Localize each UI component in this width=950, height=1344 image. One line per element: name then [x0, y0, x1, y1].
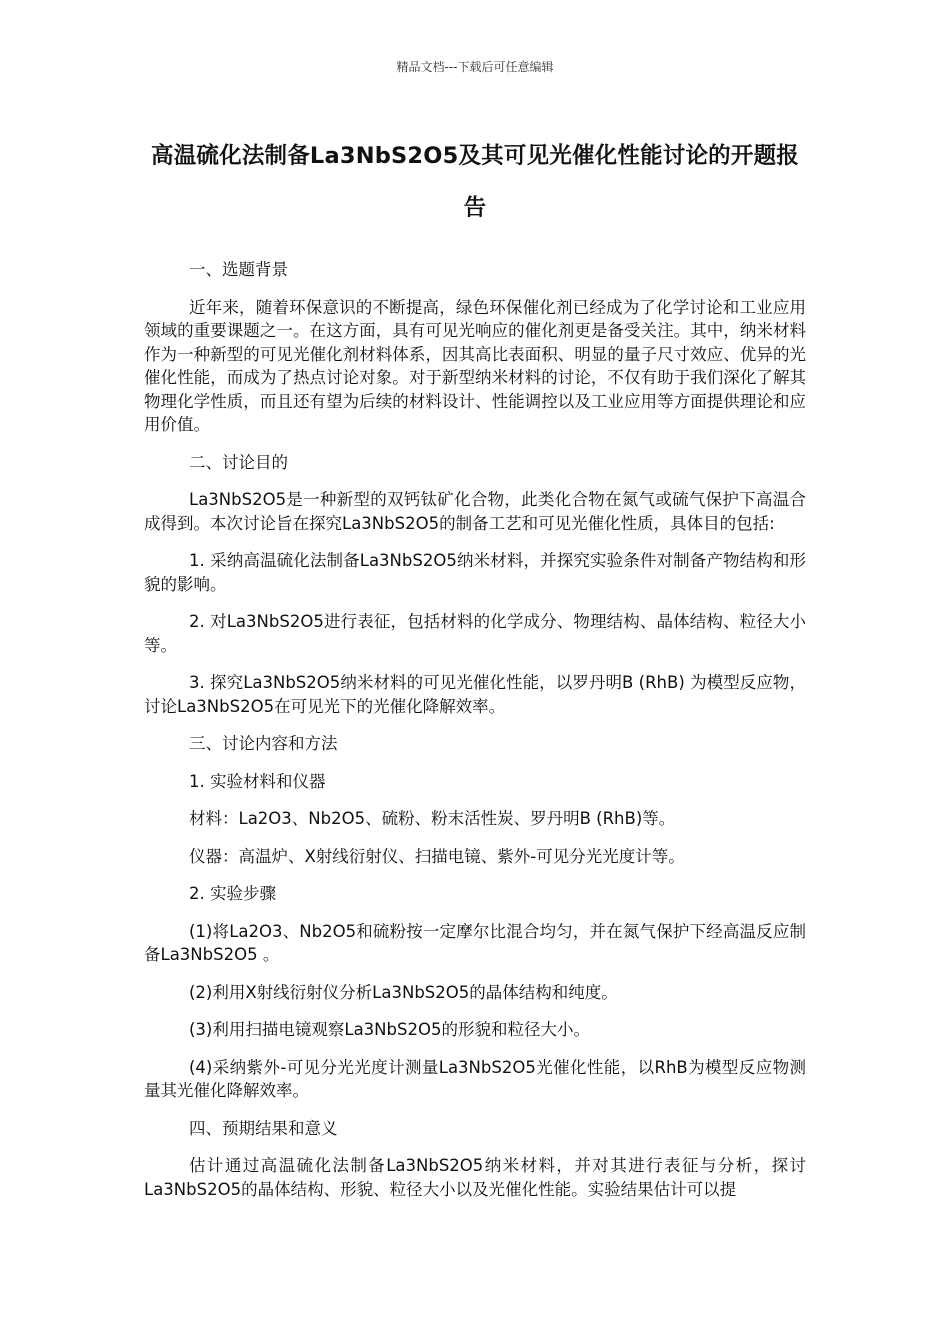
step-3: (3)利用扫描电镜观察La3NbS2O5的形貌和粒径大小。 — [189, 1020, 590, 1039]
document-title: 高温硫化法制备La3NbS2O5及其可见光催化性能讨论的开题报告 — [151, 143, 799, 221]
step-1: (1)将La2O3、Nb2O5和硫粉按一定摩尔比混合均匀，并在氮气保护下经高温反应制备La3NbS2O5 。 — [144, 921, 806, 964]
instruments-line: 仪器：高温炉、X射线衍射仪、扫描电镜、紫外-可见分光光度计等。 — [189, 846, 685, 866]
section-heading-background: 一、选题背景 — [189, 260, 288, 279]
purpose-item-1: 1. 采纳高温硫化法制备La3NbS2O5纳米材料，并探究实验条件对制备产物结构和形貌的影响。 — [144, 551, 806, 594]
materials-line: 材料：La2O3、Nb2O5、硫粉、粉末活性炭、罗丹明B (RhB)等。 — [189, 809, 676, 828]
section-heading-methods: 三、讨论内容和方法 — [189, 734, 338, 753]
header-note: 精品文档---下载后可任意编辑 — [396, 60, 554, 74]
paragraph-background: 近年来，随着环保意识的不断提高，绿色环保催化剂已经成为了化学讨论和工业应用领域的重要课题之一。在这方面，具有可见光响应的催化剂更是备受关注。其中，纳米材料作为一种新型的可见光催化剂材料体系，因其高比表面积、明显的量子尺寸效应、优异的光催化性能，而成为了热点讨论对象。对于新型纳米材料的讨论，不仅有助于我们深化了解其物理化学性质，而且还有望为后续的材料设计、性能调控以及工业应用等方面提供理论和应用价值。 — [144, 297, 806, 434]
subheading-steps: 2. 实验步骤 — [189, 884, 276, 903]
section-heading-expected: 四、预期结果和意义 — [189, 1118, 338, 1138]
step-2: (2)利用X射线衍射仪分析La3NbS2O5的晶体结构和纯度。 — [189, 982, 618, 1002]
paragraph-expected: 估计通过高温硫化法制备La3NbS2O5纳米材料，并对其进行表征与分析，探讨La3NbS2O5的晶体结构、形貌、粒径大小以及光催化性能。实验结果估计可以提 — [144, 1156, 806, 1199]
section-heading-purpose: 二、讨论目的 — [189, 452, 288, 472]
purpose-item-3: 3. 探究La3NbS2O5纳米材料的可见光催化性能，以罗丹明B (RhB) 为模型反应物，讨论La3NbS2O5在可见光下的光催化降解效率。 — [144, 673, 806, 716]
document-body — [144, 258, 806, 1215]
purpose-item-2: 2. 对La3NbS2O5进行表征，包括材料的化学成分、物理结构、晶体结构、粒径大小等。 — [144, 612, 806, 655]
step-4: (4)采纳紫外-可见分光光度计测量La3NbS2O5光催化性能，以RhB为模型反应物测量其光催化降解效率。 — [144, 1057, 806, 1100]
paragraph-purpose: La3NbS2O5是一种新型的双钙钛矿化合物，此类化合物在氮气或硫气保护下高温合成得到。本次讨论旨在探究La3NbS2O5的制备工艺和可见光催化性质，具体目的包括: — [144, 490, 806, 533]
subheading-materials: 1. 实验材料和仪器 — [189, 771, 326, 791]
